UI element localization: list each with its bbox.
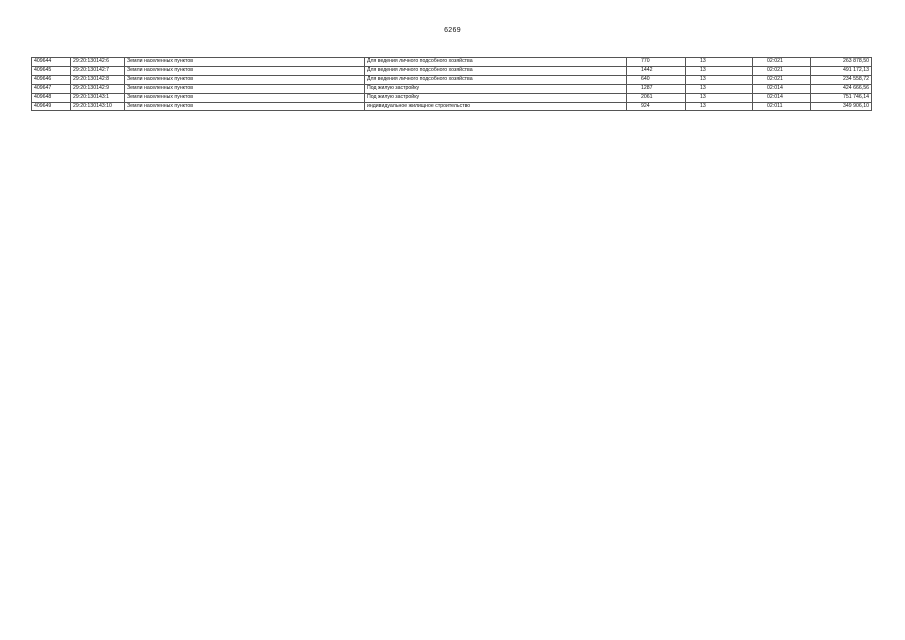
zone-code-cell: 02:011 [753,102,811,111]
cadastral-value-cell: 424 666,56 [811,84,872,93]
group-code-cell: 13 [686,84,753,93]
zone-code-cell: 02:021 [753,58,811,67]
land-category-cell: Земли населенных пунктов [125,75,365,84]
table-body [32,58,872,111]
area-cell: 770 [627,58,686,67]
land-category-cell: Земли населенных пунктов [125,66,365,75]
permitted-use-cell: Для ведения личного подсобного хозяйства [365,58,627,67]
row-number-cell: 409649 [32,102,71,111]
zone-code-cell: 02:014 [753,93,811,102]
cadastral-value-cell: 751 746,14 [811,93,872,102]
zone-code-cell: 02:021 [753,75,811,84]
area-cell: 924 [627,102,686,111]
cadastral-value-cell: 263 878,50 [811,58,872,67]
group-code-cell: 13 [686,102,753,111]
group-code-cell: 13 [686,75,753,84]
land-category-cell: Земли населенных пунктов [125,84,365,93]
cadastral-number-cell: 29:20:130142:6 [71,58,125,67]
permitted-use-cell: Под жилую застройку [365,84,627,93]
land-registry-table [31,57,872,111]
cadastral-number-cell: 29:20:130143:10 [71,102,125,111]
group-code-cell: 13 [686,66,753,75]
table-row [32,66,872,75]
zone-code-cell: 02:014 [753,84,811,93]
table-row [32,75,872,84]
permitted-use-cell: Для ведения личного подсобного хозяйства [365,66,627,75]
row-number-cell: 409644 [32,58,71,67]
cadastral-number-cell: 29:20:130143:1 [71,93,125,102]
row-number-cell: 409648 [32,93,71,102]
cadastral-number-cell: 29:20:130142:8 [71,75,125,84]
table-row [32,58,872,67]
page-number: 6269 [444,27,461,34]
table-row [32,102,872,111]
land-category-cell: Земли населенных пунктов [125,58,365,67]
land-category-cell: Земли населенных пунктов [125,93,365,102]
area-cell: 640 [627,75,686,84]
group-code-cell: 13 [686,93,753,102]
row-number-cell: 409647 [32,84,71,93]
permitted-use-cell: Для ведения личного подсобного хозяйства [365,75,627,84]
area-cell: 1287 [627,84,686,93]
group-code-cell: 13 [686,58,753,67]
permitted-use-cell: индивидуальное жилищное строительство [365,102,627,111]
land-category-cell: Земли населенных пунктов [125,102,365,111]
area-cell: 1442 [627,66,686,75]
cadastral-value-cell: 234 558,72 [811,75,872,84]
table-row [32,84,872,93]
area-cell: 2061 [627,93,686,102]
cadastral-value-cell: 349 906,10 [811,102,872,111]
permitted-use-cell: Под жилую застройку [365,93,627,102]
row-number-cell: 409646 [32,75,71,84]
zone-code-cell: 02:021 [753,66,811,75]
row-number-cell: 409645 [32,66,71,75]
cadastral-value-cell: 491 172,13 [811,66,872,75]
cadastral-number-cell: 29:20:130142:9 [71,84,125,93]
table-row [32,93,872,102]
cadastral-number-cell: 29:20:130142:7 [71,66,125,75]
